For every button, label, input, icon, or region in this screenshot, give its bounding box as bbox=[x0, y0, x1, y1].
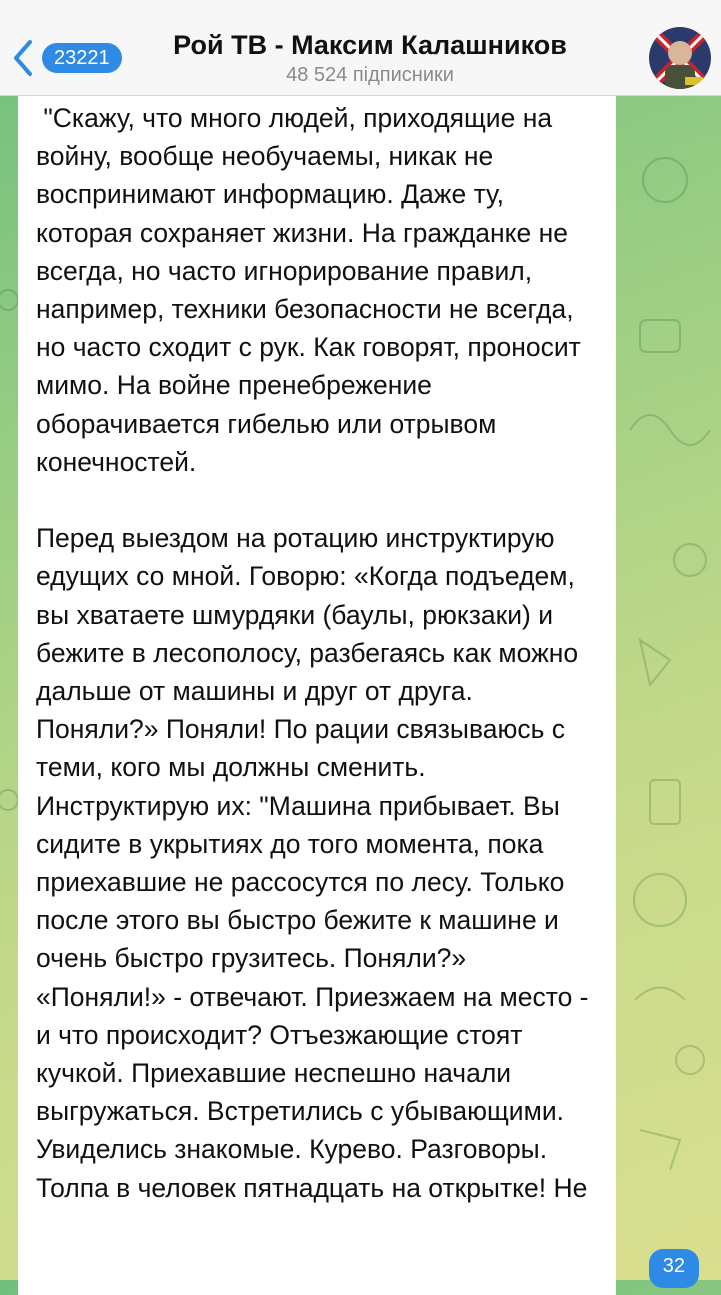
channel-title: Рой ТВ - Максим Калашников bbox=[173, 30, 567, 60]
message-paragraph: "Скажу, что много людей, приходящие на войну, вообще необучаемы, никак не воспринимают информацию. Даже ту, которая сохраняет жизни. На гражданке не всегда, но часто игнорирование правил, например, техники безопасности не всегда, но часто сходит с рук. Как говорят, проносит мимо. На войне пренебрежение оборачивается гибелью или отрывом конечностей. bbox=[36, 103, 589, 477]
message-text bbox=[18, 95, 616, 1207]
subscriber-count: 48 524 підписники bbox=[286, 64, 454, 86]
scroll-down-unread-badge[interactable]: 32 bbox=[649, 1249, 699, 1288]
channel-info[interactable] bbox=[120, 28, 620, 87]
message-paragraph: Перед выездом на ротацию инструктирую едущих со мной. Говорю: «Когда подъедем, вы хватаете шмурдяки (баулы, рюкзаки) и бежите в лесополосу, разбегаясь как можно дальше от машины и друг от друга. Поняли?» Поняли! По рации связываюсь с теми, кого мы должны сменить. Инструктирую их: "Машина прибывает. Вы сидите в укрытиях до того момента, пока приехавшие не рассосутся по лесу. Только после этого вы быстро бежите к машине и очень быстро грузитесь. Поняли?» «Поняли!» - отвечают. Приезжаем на место - и что происходит? Отъезжающие стоят кучкой. Приехавшие неспешно начали выгружаться. Встретились с убывающими. Увиделись знакомые. Курево. Разговоры. Толпа в человек пятнадцать на открытке! Не bbox=[36, 523, 596, 1203]
avatar-image bbox=[649, 27, 711, 89]
chat-header bbox=[0, 0, 721, 96]
message-bubble bbox=[18, 95, 616, 1295]
chevron-left-icon bbox=[10, 38, 36, 78]
back-button[interactable] bbox=[10, 38, 122, 78]
channel-avatar[interactable] bbox=[649, 27, 711, 89]
unread-chats-badge: 23221 bbox=[42, 43, 122, 73]
